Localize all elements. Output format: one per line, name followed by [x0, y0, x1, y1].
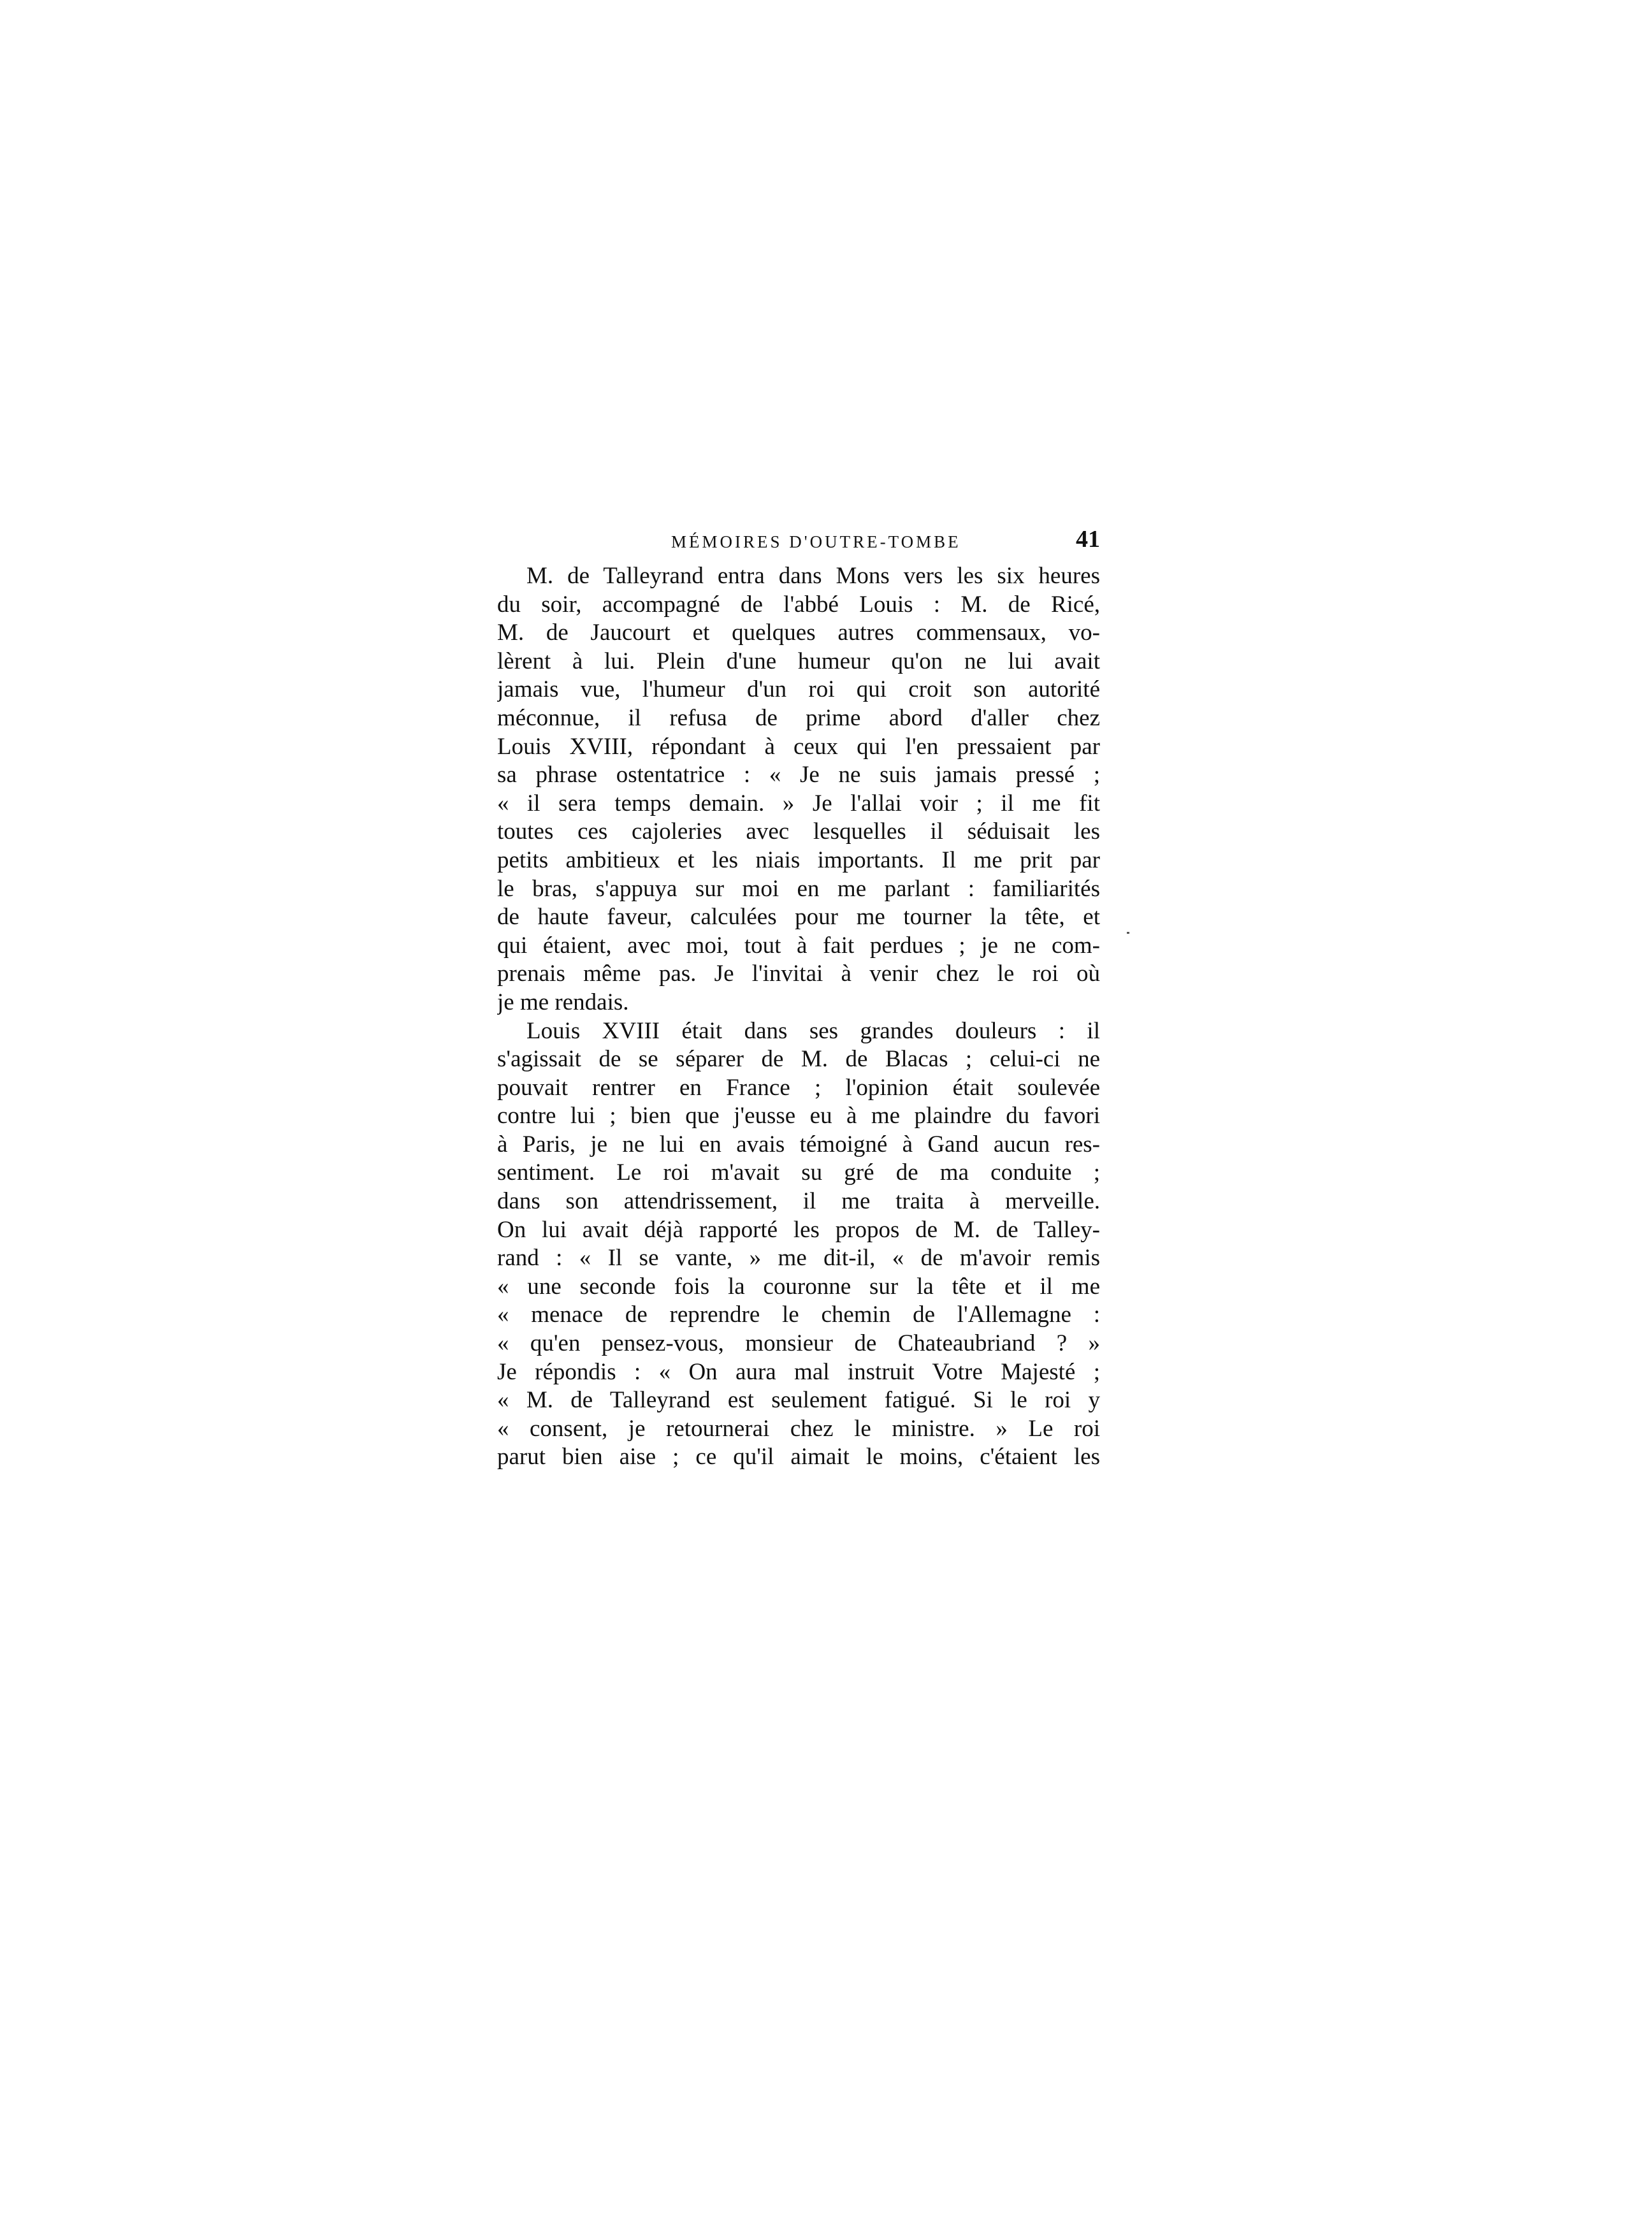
- text-line: « une seconde fois la couronne sur la tête et il me: [497, 1273, 1100, 1300]
- text-line: Louis XVIII était dans ses grandes douleurs : il: [526, 1017, 1100, 1044]
- text-line: jamais vue, l'humeur d'un roi qui croit son autorité: [497, 676, 1100, 703]
- text-line: « consent, je retournerai chez le ministre. » Le roi: [497, 1415, 1100, 1442]
- text-line: M. de Talleyrand entra dans Mons vers les six heures: [526, 563, 1100, 589]
- body-text: [497, 562, 1100, 1472]
- running-head: [497, 526, 1100, 556]
- text-line: « menace de reprendre le chemin de l'Allemagne :: [497, 1302, 1100, 1328]
- text-line: « il sera temps demain. » Je l'allai voir ; il me fit: [497, 790, 1100, 817]
- text-line: contre lui ; bien que j'eusse eu à me plaindre du favori: [497, 1103, 1100, 1129]
- text-line: de haute faveur, calculées pour me tourner la tête, et: [497, 904, 1100, 931]
- text-line: petits ambitieux et les niais importants. Il me prit par: [497, 846, 1100, 873]
- text-line: je me rendais.: [497, 989, 629, 1015]
- text-line: lèrent à lui. Plein d'une humeur qu'on ne lui avait: [497, 648, 1100, 674]
- text-line: pouvait rentrer en France ; l'opinion était soulevée: [497, 1074, 1100, 1101]
- text-line: M. de Jaucourt et quelques autres commensaux, vo-: [497, 620, 1100, 646]
- text-line: méconnue, il refusa de prime abord d'aller chez: [497, 704, 1100, 731]
- text-line: toutes ces cajoleries avec lesquelles il séduisait les: [497, 818, 1100, 845]
- text-line: Je répondis : « On aura mal instruit Votre Majesté ;: [497, 1358, 1100, 1385]
- text-line: prenais même pas. Je l'invitai à venir chez le roi où: [497, 961, 1100, 987]
- text-line: s'agissait de se séparer de M. de Blacas ; celui-ci ne: [497, 1046, 1100, 1073]
- text-line: dans son attendrissement, il me traita à merveille.: [497, 1188, 1100, 1215]
- text-line: « M. de Talleyrand est seulement fatigué. Si le roi y: [497, 1387, 1100, 1414]
- text-line: du soir, accompagné de l'abbé Louis : M. de Ricé,: [497, 591, 1100, 618]
- scan-speck: [1127, 932, 1129, 934]
- running-title: MÉMOIRES D'OUTRE-TOMBE: [671, 532, 961, 551]
- text-line: « qu'en pensez-vous, monsieur de Chateaubriand ? »: [497, 1330, 1100, 1357]
- text-line: à Paris, je ne lui en avais témoigné à Gand aucun res-: [497, 1131, 1100, 1158]
- text-line: sentiment. Le roi m'avait su gré de ma conduite ;: [497, 1159, 1100, 1186]
- text-line: qui étaient, avec moi, tout à fait perdues ; je ne com-: [497, 932, 1100, 959]
- text-line: rand : « Il se vante, » me dit-il, « de m'avoir remis: [497, 1245, 1100, 1272]
- page-number: 41: [1076, 526, 1100, 553]
- text-line: sa phrase ostentatrice : « Je ne suis jamais pressé ;: [497, 762, 1100, 788]
- text-line: Louis XVIII, répondant à ceux qui l'en pressaient par: [497, 733, 1100, 760]
- text-line: On lui avait déjà rapporté les propos de M. de Talley-: [497, 1216, 1100, 1243]
- text-line: parut bien aise ; ce qu'il aimait le moins, c'étaient les: [497, 1444, 1100, 1470]
- text-line: le bras, s'appuya sur moi en me parlant : familiarités: [497, 875, 1100, 902]
